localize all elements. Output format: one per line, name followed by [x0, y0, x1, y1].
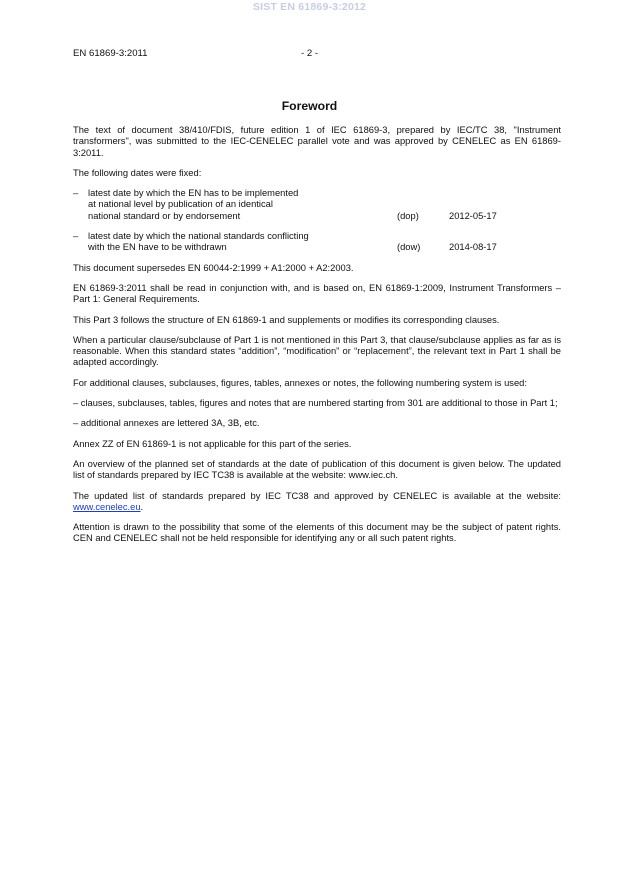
paragraph-cenelec-end: .	[140, 501, 144, 512]
paragraph-supersedes: This document supersedes EN 60044-2:1999 + A1:2000 + A2:2003.	[73, 262, 354, 273]
date-code: (dop)	[397, 210, 419, 221]
page-title: Foreword	[281, 99, 338, 113]
paragraph-annex-zz: Annex ZZ of EN 61869-1 is not applicable for this part of the series.	[73, 438, 352, 449]
paragraph-overview: An overview of the planned set of standards at the date of publication of this document is given below. The updated list of standards prepared by IEC TC38 is available at the website: www.iec.ch.	[73, 458, 561, 481]
date-item-line: latest date by which the national standards conflicting	[88, 231, 309, 242]
date-item-line: at national level by publication of an identical	[88, 199, 273, 210]
paragraph-clause-mention: When a particular clause/subclause of Part 1 is not mentioned in this Part 3, that clause/subclause applies as far as is reasonable. When this standard states “addition”, “modification” or “replacement”, the relevant text in Part 1 shall be adapted accordingly.	[73, 334, 561, 368]
page-number: - 2 -	[300, 48, 319, 59]
paragraph-numbering: For additional clauses, subclauses, figures, tables, annexes or notes, the following numbering system is used:	[73, 377, 527, 388]
paragraph-cenelec-text: The updated list of standards prepared by IEC TC38 and approved by CENELEC is available at the website:	[73, 490, 561, 501]
document-id: EN 61869-3:2011	[73, 48, 148, 59]
paragraph-structure: This Part 3 follows the structure of EN 61869-1 and supplements or modifies its corresponding clauses.	[73, 314, 500, 325]
date-item-dow	[73, 231, 561, 254]
paragraph-numbering-annexes: – additional annexes are lettered 3A, 3B, etc.	[73, 418, 260, 429]
date-item-line: latest date by which the EN has to be implemented	[88, 188, 299, 199]
date-value: 2012-05-17	[449, 210, 497, 221]
date-item-line-text: with the EN have to be withdrawn	[88, 242, 227, 253]
paragraph-dates-intro: The following dates were fixed:	[73, 167, 202, 178]
dash-bullet: –	[73, 188, 79, 199]
paragraph-read-with: EN 61869-3:2011 shall be read in conjunction with, and is based on, EN 61869-1:2009, Instrument Transformers – Part 1: General Requirements.	[73, 282, 561, 305]
paragraph-fdis: The text of document 38/410/FDIS, future edition 1 of IEC 61869-3, prepared by IEC/TC 38, "Instrument transformers", was submitted to the IEC-CENELEC parallel vote and was approved by CENELEC as EN 61869-3:2011.	[73, 125, 561, 158]
dash-bullet: –	[73, 231, 79, 242]
paragraph-cenelec	[73, 491, 561, 514]
date-value: 2014-08-17	[449, 242, 497, 253]
date-item-line	[88, 242, 561, 253]
watermark: SIST EN 61869-3:2012	[252, 1, 367, 13]
paragraph-numbering-clauses: – clauses, subclauses, tables, figures and notes that are numbered starting from 301 are additional to those in Part 1;	[73, 398, 558, 409]
date-item-line	[88, 211, 561, 222]
date-code: (dow)	[397, 242, 421, 253]
date-item-dop	[73, 188, 561, 222]
cenelec-link[interactable]: www.cenelec.eu	[73, 501, 141, 512]
paragraph-patent: Attention is drawn to the possibility that some of the elements of this document may be the subject of patent rights. CEN and CENELEC shall not be held responsible for identifying any or all such patent rights.	[73, 522, 561, 544]
date-item-line-text: national standard or by endorsement	[88, 210, 241, 221]
foreword-body	[73, 125, 561, 554]
